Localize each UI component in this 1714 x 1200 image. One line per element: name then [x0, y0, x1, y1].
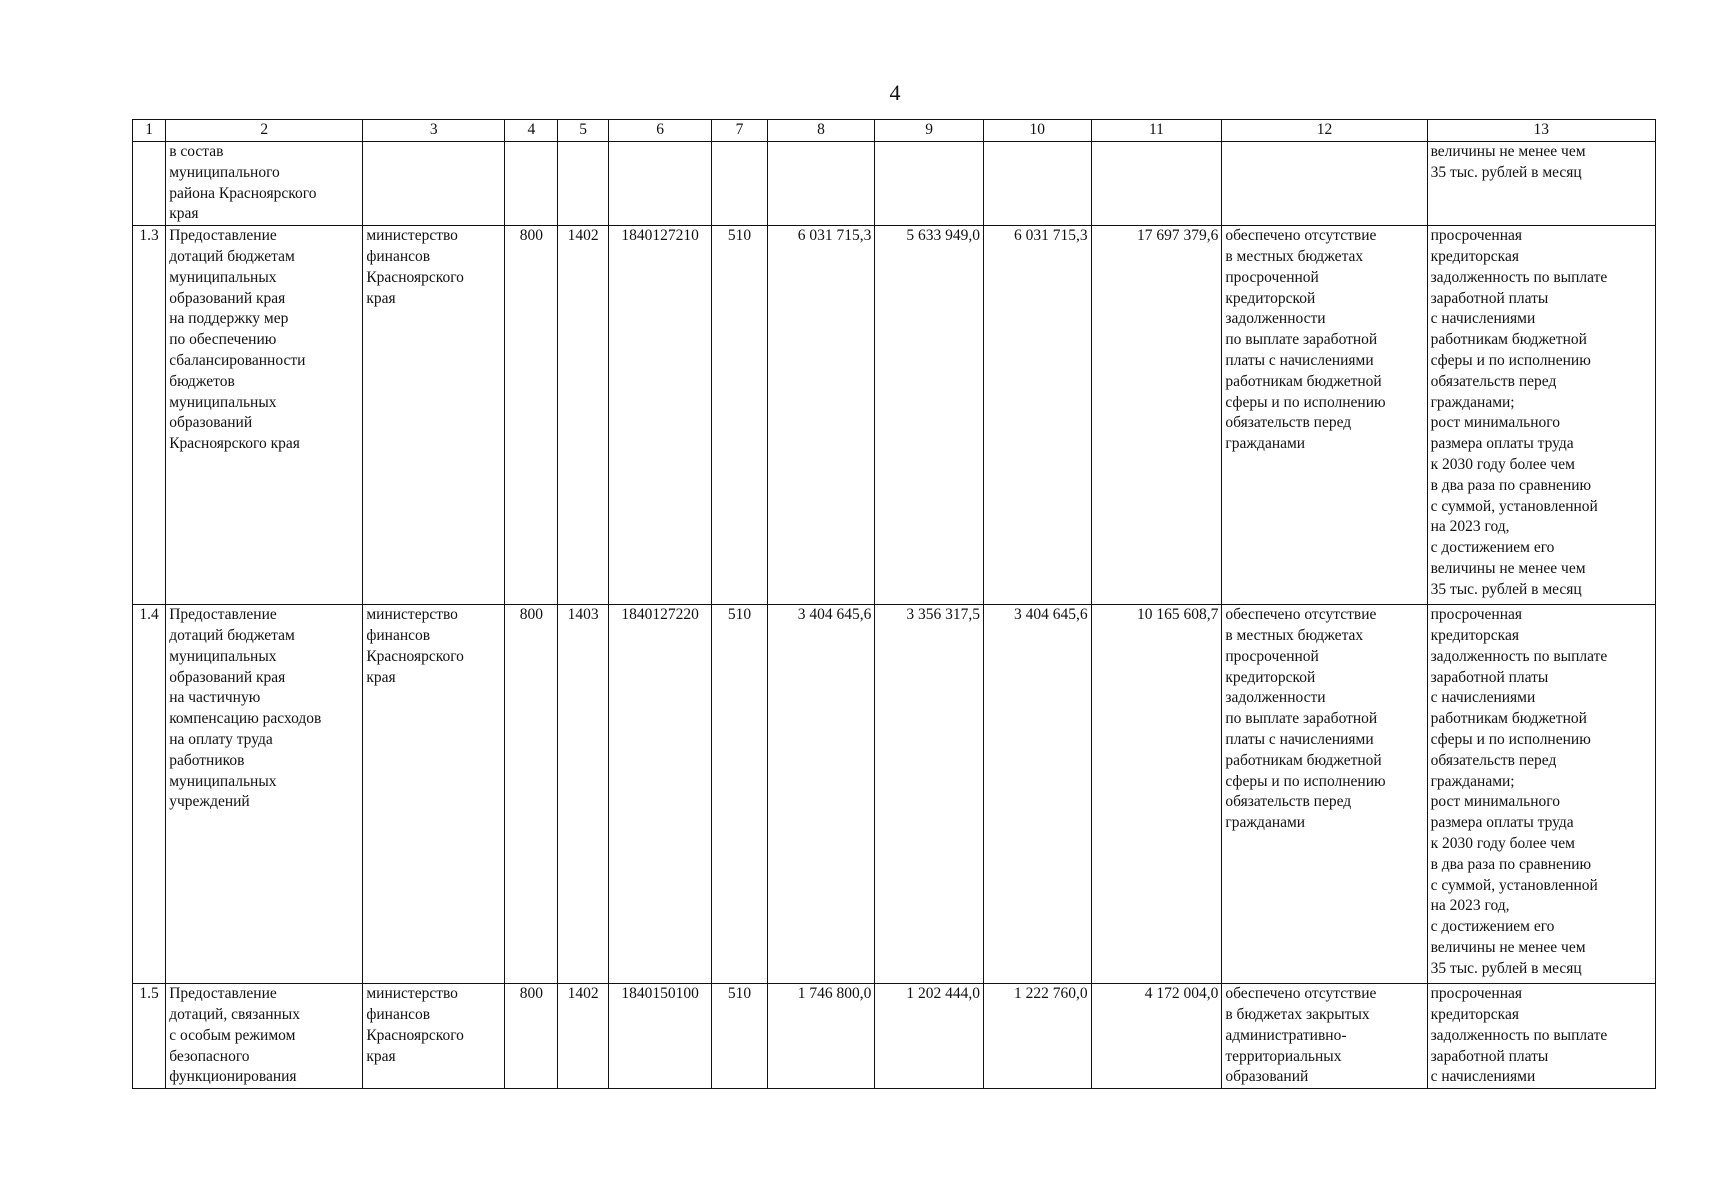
- cell-grbs-code: 800: [505, 226, 558, 605]
- cell-activity-name: Предоставление дотаций бюджетам муниципальных образований края на поддержку мер по обеспечению сбалансированности бюджетов муниципальных образований Красноярского края: [166, 226, 363, 605]
- column-number-row: [133, 120, 1656, 142]
- cell-amount-year3: [983, 142, 1091, 226]
- cell-activity-name: Предоставление дотаций, связанных с особым режимом безопасного функционирования: [166, 984, 363, 1089]
- cell-indicator: просроченная кредиторская задолженность по выплате заработной платы с начислениями: [1427, 984, 1655, 1089]
- cell-item-number: 1.3: [133, 226, 166, 605]
- cell-expense-type: 510: [712, 226, 767, 605]
- cell-activity-name: в состав муниципального района Красноярского края: [166, 142, 363, 226]
- program-activities-table: [132, 119, 1656, 1089]
- cell-amount-year1: 3 404 645,6: [767, 605, 875, 984]
- cell-grbs-code: [505, 142, 558, 226]
- cell-grbs-code: 800: [505, 605, 558, 984]
- col-header-13: 13: [1427, 120, 1655, 142]
- cell-target-article: 1840150100: [608, 984, 712, 1089]
- cell-indicator: просроченная кредиторская задолженность по выплате заработной платы с начислениями работникам бюджетной сферы и по исполнению обязательств перед гражданами; рост минимального размера оплаты труда к 2030 году более чем в два раза по сравнению с суммой, установленной на 2023 год, с достижением его величины не менее чем 35 тыс. рублей в месяц: [1427, 605, 1655, 984]
- cell-expense-type: 510: [712, 605, 767, 984]
- cell-amount-year3: 1 222 760,0: [983, 984, 1091, 1089]
- col-header-6: 6: [608, 120, 712, 142]
- cell-amount-total: [1091, 142, 1222, 226]
- cell-expense-type: 510: [712, 984, 767, 1089]
- cell-amount-year2: 1 202 444,0: [875, 984, 984, 1089]
- cell-indicator: величины не менее чем 35 тыс. рублей в месяц: [1427, 142, 1655, 226]
- cell-expected-result: обеспечено отсутствие в бюджетах закрытых административно- территориальных образований: [1222, 984, 1427, 1089]
- cell-administrator: министерство финансов Красноярского края: [363, 605, 505, 984]
- cell-amount-total: 17 697 379,6: [1091, 226, 1222, 605]
- cell-expected-result: [1222, 142, 1427, 226]
- cell-section-code: [558, 142, 608, 226]
- cell-section-code: 1403: [558, 605, 608, 984]
- cell-amount-total: 10 165 608,7: [1091, 605, 1222, 984]
- col-header-2: 2: [166, 120, 363, 142]
- cell-amount-year1: 6 031 715,3: [767, 226, 875, 605]
- cell-section-code: 1402: [558, 226, 608, 605]
- cell-amount-year2: [875, 142, 984, 226]
- cell-administrator: министерство финансов Красноярского края: [363, 984, 505, 1089]
- cell-amount-total: 4 172 004,0: [1091, 984, 1222, 1089]
- cell-amount-year3: 6 031 715,3: [983, 226, 1091, 605]
- col-header-10: 10: [983, 120, 1091, 142]
- col-header-11: 11: [1091, 120, 1222, 142]
- cell-amount-year2: 3 356 317,5: [875, 605, 984, 984]
- cell-target-article: 1840127210: [608, 226, 712, 605]
- col-header-8: 8: [767, 120, 875, 142]
- cell-item-number: [133, 142, 166, 226]
- cell-expected-result: обеспечено отсутствие в местных бюджетах просроченной кредиторской задолженности по выплате заработной платы с начислениями работникам бюджетной сферы и по исполнению обязательств перед гражданами: [1222, 605, 1427, 984]
- cell-item-number: 1.5: [133, 984, 166, 1089]
- col-header-9: 9: [875, 120, 984, 142]
- cell-grbs-code: 800: [505, 984, 558, 1089]
- cell-item-number: 1.4: [133, 605, 166, 984]
- col-header-1: 1: [133, 120, 166, 142]
- col-header-4: 4: [505, 120, 558, 142]
- col-header-3: 3: [363, 120, 505, 142]
- cell-target-article: 1840127220: [608, 605, 712, 984]
- cell-administrator: министерство финансов Красноярского края: [363, 226, 505, 605]
- table-row-1-3: [133, 226, 1656, 605]
- cell-administrator: [363, 142, 505, 226]
- table-row-1-4: [133, 605, 1656, 984]
- table-row-continuation: [133, 142, 1656, 226]
- cell-section-code: 1402: [558, 984, 608, 1089]
- cell-amount-year1: [767, 142, 875, 226]
- cell-expected-result: обеспечено отсутствие в местных бюджетах просроченной кредиторской задолженности по выплате заработной платы с начислениями работникам бюджетной сферы и по исполнению обязательств перед гражданами: [1222, 226, 1427, 605]
- cell-amount-year1: 1 746 800,0: [767, 984, 875, 1089]
- cell-amount-year2: 5 633 949,0: [875, 226, 984, 605]
- cell-activity-name: Предоставление дотаций бюджетам муниципальных образований края на частичную компенсацию расходов на оплату труда работников муниципальных учреждений: [166, 605, 363, 984]
- cell-amount-year3: 3 404 645,6: [983, 605, 1091, 984]
- cell-expense-type: [712, 142, 767, 226]
- col-header-5: 5: [558, 120, 608, 142]
- page-number: 4: [889, 80, 901, 105]
- table-row-1-5: [133, 984, 1656, 1089]
- cell-indicator: просроченная кредиторская задолженность по выплате заработной платы с начислениями работникам бюджетной сферы и по исполнению обязательств перед гражданами; рост минимального размера оплаты труда к 2030 году более чем в два раза по сравнению с суммой, установленной на 2023 год, с достижением его величины не менее чем 35 тыс. рублей в месяц: [1427, 226, 1655, 605]
- col-header-12: 12: [1222, 120, 1427, 142]
- cell-target-article: [608, 142, 712, 226]
- col-header-7: 7: [712, 120, 767, 142]
